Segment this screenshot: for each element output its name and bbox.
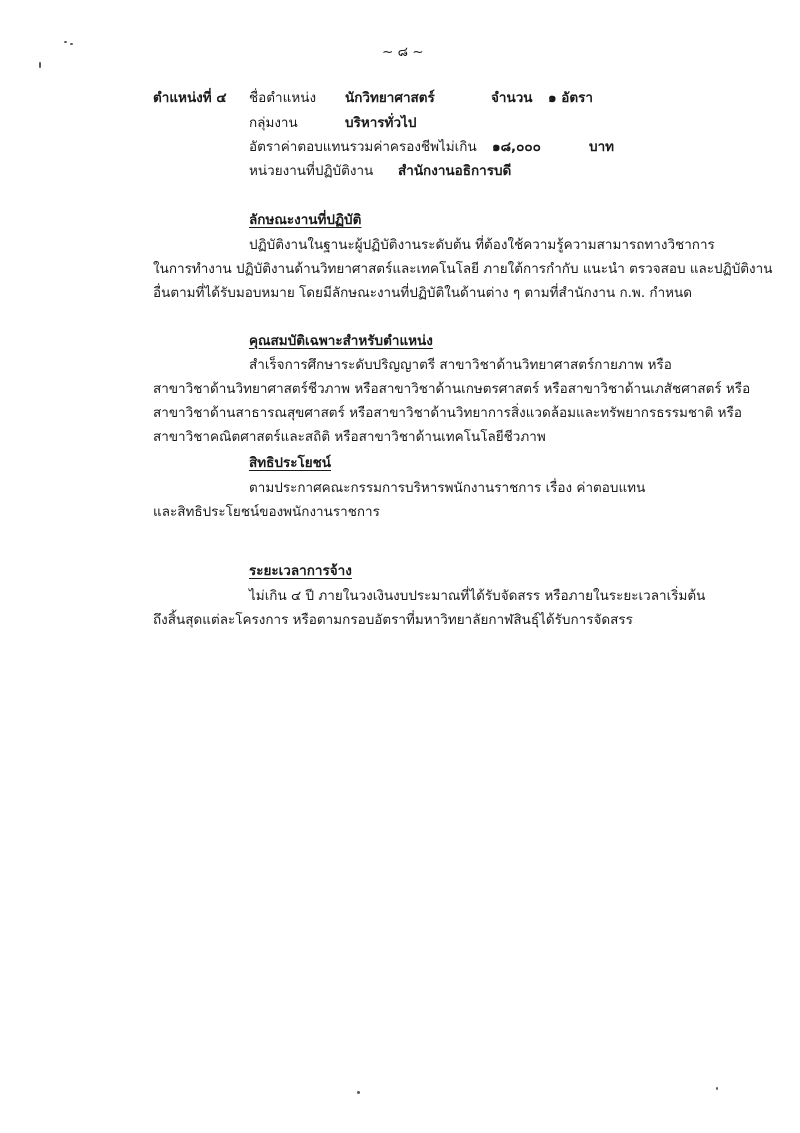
employment-period-line: ไม่เกิน ๔ ปี ภายในวงเงินงบประมาณที่ได้รับจัดสรร หรือภายในระยะเวลาเริ่มต้น (249, 588, 706, 604)
scan-speck (716, 1087, 718, 1090)
qualifications-line: สาขาวิชาคณิตศาสตร์และสถิติ หรือสาขาวิชาด้านเทคโนโลยีชีวภาพ (153, 429, 546, 445)
employment-period-line: ถึงสิ้นสุดแต่ละโครงการ หรือตามกรอบอัตราที่มหาวิทยาลัยกาฬสินธุ์ได้รับการจัดสรร (153, 612, 633, 628)
group-label: กลุ่มงาน (249, 115, 298, 131)
duties-heading: ลักษณะงานที่ปฏิบัติ (249, 212, 362, 228)
scan-speck (39, 62, 41, 68)
scan-speck (70, 43, 73, 45)
title-label: ชื่อตำแหน่ง (249, 90, 317, 106)
salary-label: อัตราค่าตอบแทนรวมค่าครองชีพไม่เกิน (249, 139, 477, 155)
duties-line: ปฏิบัติงานในฐานะผู้ปฏิบัติงานระดับต้น ที่ต้องใช้ความรู้ความสามารถทางวิชาการ (249, 237, 715, 253)
qualifications-heading: คุณสมบัติเฉพาะสำหรับตำแหน่ง (249, 333, 433, 349)
benefits-heading: สิทธิประโยชน์ (249, 455, 332, 471)
qualifications-line: สำเร็จการศึกษาระดับปริญญาตรี สาขาวิชาด้านวิทยาศาสตร์กายภาพ หรือ (249, 357, 672, 373)
position-label: ตำแหน่งที่ ๔ (153, 90, 227, 106)
qualifications-line: สาขาวิชาด้านวิทยาศาสตร์ชีวภาพ หรือสาขาวิชาด้านเกษตรศาสตร์ หรือสาขาวิชาด้านเภสัชศาสตร์ หรือ (153, 381, 751, 397)
benefits-line: ตามประกาศคณะกรรมการบริหารพนักงานราชการ เรื่อง ค่าตอบแทน (249, 480, 646, 496)
duties-line: อื่นตามที่ได้รับมอบหมาย โดยมีลักษณะงานที่ปฏิบัติในด้านต่าง ๆ ตามที่สำนักงาน ก.พ. กำหนด (153, 285, 693, 301)
unit-label: หน่วยงานที่ปฏิบัติงาน (249, 163, 374, 179)
page-number: ~ ๘ ~ (382, 44, 424, 60)
benefits-line: และสิทธิประโยชน์ของพนักงานราชการ (153, 504, 380, 520)
group-value: บริหารทั่วไป (345, 115, 417, 131)
unit-value: สำนักงานอธิการบดี (398, 163, 512, 179)
count-value: ๑ อัตรา (548, 90, 593, 106)
count-label: จำนวน (491, 90, 533, 106)
qualifications-line: สาขาวิชาด้านสาธารณสุขศาสตร์ หรือสาขาวิชาด้านวิทยาการสิ่งแวดล้อมและทรัพยากรธรรมชาติ หรือ (153, 405, 742, 421)
title-value: นักวิทยาศาสตร์ (345, 90, 435, 106)
employment-period-heading: ระยะเวลาการจ้าง (249, 563, 352, 579)
duties-line: ในการทำงาน ปฏิบัติงานด้านวิทยาศาสตร์และเทคโนโลยี ภายใต้การกำกับ แนะนำ ตรวจสอบ และปฏิบัติงาน (153, 261, 773, 277)
salary-value: ๑๘,๐๐๐ (492, 139, 541, 155)
salary-unit: บาท (589, 139, 615, 155)
scan-speck (64, 41, 67, 43)
scan-speck (357, 1091, 360, 1094)
